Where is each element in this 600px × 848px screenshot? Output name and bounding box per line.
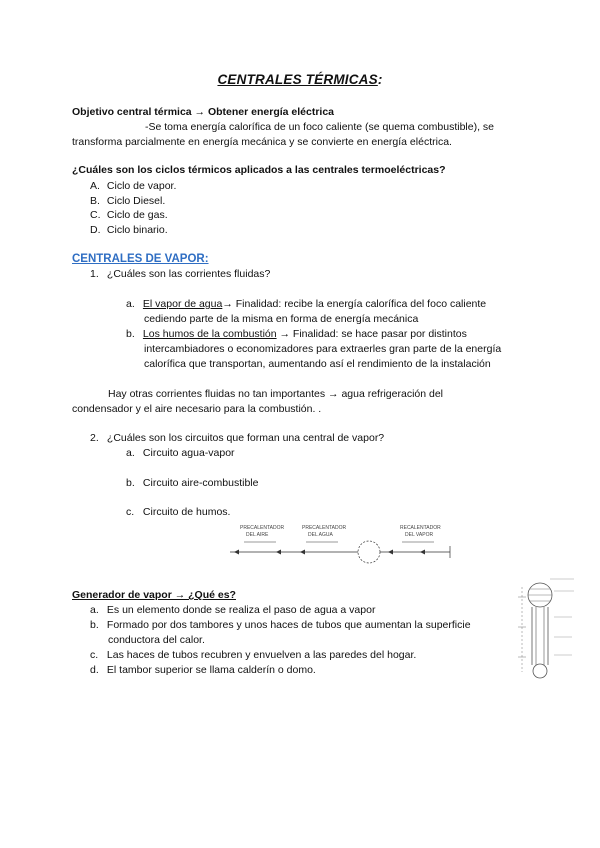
page-title: CENTRALES TÉRMICAS: — [217, 72, 383, 87]
generator-item: c. Las haces de tubos recubren y envuelven a las paredes del hogar. — [90, 649, 417, 661]
fluid-item-b-line-3: calorífica que transportan, aumentando así el rendimiento de la instalación — [144, 358, 491, 370]
arrow-icon — [420, 550, 425, 555]
question-2: 2. ¿Cuáles son los circuitos que forman una central de vapor? — [90, 432, 385, 444]
cycle-item: C. Ciclo de gas. — [90, 209, 168, 221]
diagram-label: DEL VAPOR — [405, 532, 434, 538]
cycle-item: A. Ciclo de vapor. — [90, 180, 177, 192]
lower-drum — [533, 664, 547, 678]
boiler-diagram — [516, 577, 578, 682]
diagram-label: RECALENTADOR — [400, 525, 441, 531]
generator-item: d. El tambor superior se llama calderín o domo. — [90, 664, 316, 676]
arrow-icon — [276, 550, 281, 555]
fluid-item-a-line-2: cediendo parte de la misma en forma de energía mecánica — [144, 313, 419, 325]
diagram-label: PRECALENTADOR — [240, 525, 285, 531]
circuit-item: b. Circuito aire-combustible — [126, 477, 259, 489]
generator-heading: Generador de vapor → ¿Qué es? — [72, 589, 236, 601]
arrow-icon — [300, 550, 305, 555]
circuit-item: c. Circuito de humos. — [126, 506, 231, 518]
question-1: 1. ¿Cuáles son las corrientes fluidas? — [90, 268, 271, 280]
note-line-2: condensador y el aire necesario para la combustión. . — [72, 403, 322, 415]
objective-line-2: transforma parcialmente en energía mecánica y se convierte en energía eléctrica. — [72, 136, 452, 148]
generator-item-continuation: conductora del calor. — [108, 634, 205, 646]
cycle-item: B. Ciclo Diesel. — [90, 195, 166, 207]
fluid-item-a: a. El vapor de agua→ Finalidad: recibe la energía calorífica del foco caliente — [126, 298, 487, 310]
objective-heading: Objetivo central térmica → Obtener energía eléctrica — [72, 106, 335, 118]
generator-item: a. Es un elemento donde se realiza el paso de agua a vapor — [90, 604, 376, 616]
furnace-circle — [358, 541, 380, 563]
circuit-item: a. Circuito agua-vapor — [126, 447, 235, 459]
objective-line-1: -Se toma energía calorífica de un foco caliente (se quema combustible), se — [145, 121, 495, 133]
cycles-question: ¿Cuáles son los ciclos térmicos aplicados a las centrales termoeléctricas? — [72, 164, 446, 176]
generator-item: b. Formado por dos tambores y unos haces de tubos que aumentan la superficie — [90, 619, 471, 631]
fluid-item-b-line-2: intercambiadores o economizadores para extraerles gran parte de la energía — [144, 343, 502, 355]
flue-gas-diagram — [230, 522, 465, 572]
note-line-1: Hay otras corrientes fluidas no tan importantes → agua refrigeración del — [108, 388, 444, 400]
arrow-icon — [234, 550, 239, 555]
fluid-item-b: b. Los humos de la combustión → Finalidad: se hace pasar por distintos — [126, 328, 467, 340]
cycle-item: D. Ciclo binario. — [90, 224, 168, 236]
arrow-icon — [388, 550, 393, 555]
diagram-label: PRECALENTADOR — [302, 525, 347, 531]
vapor-section-heading: CENTRALES DE VAPOR: — [72, 253, 209, 265]
diagram-label: DEL AIRE — [246, 532, 269, 538]
diagram-label: DEL AGUA — [308, 532, 333, 538]
